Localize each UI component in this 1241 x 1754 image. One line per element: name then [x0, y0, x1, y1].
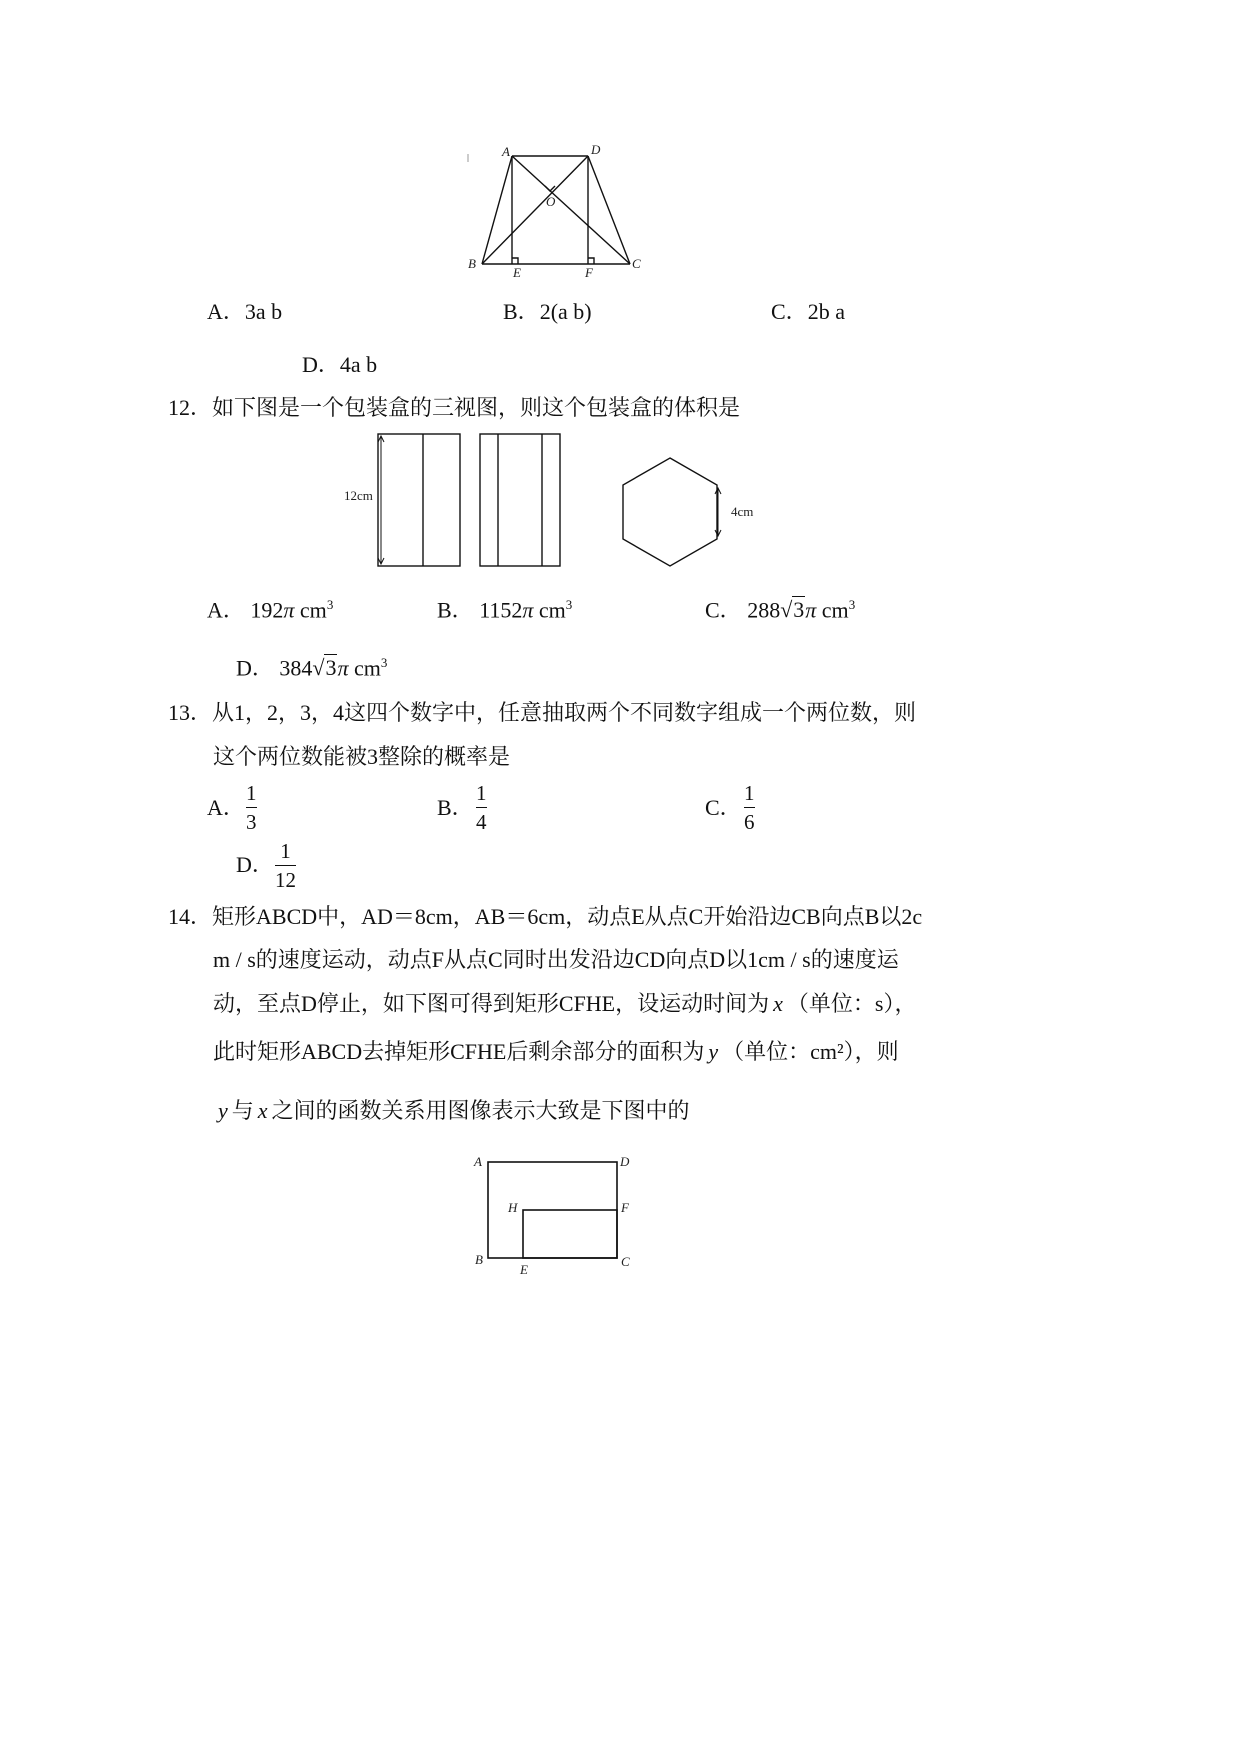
- q14-stem-line4: 此时矩形ABCD去掉矩形CFHE后剩余部分的面积为 y （单位：cm²），则: [213, 1039, 899, 1064]
- q12-dim-height: 12cm: [344, 488, 373, 503]
- q12-stem: 12．如下图是一个包装盒的三视图，则这个包装盒的体积是: [168, 395, 741, 420]
- sqrt-sign: √3: [312, 655, 337, 681]
- q11-option-c[interactable]: C．2b a: [771, 299, 845, 324]
- q11-option-a[interactable]: A．3a b: [207, 299, 283, 324]
- q11-label-o: O: [546, 194, 556, 209]
- sqrt-sign: √3: [780, 597, 805, 623]
- q11-label-a: A: [502, 144, 510, 159]
- q11-label-b: B: [468, 256, 476, 271]
- q12-option-d[interactable]: D． 384√3π $cm^3$: [236, 655, 388, 681]
- q14-label-h: H: [508, 1200, 518, 1215]
- q14-label-d: D: [620, 1154, 630, 1169]
- q13-option-a-key[interactable]: A．: [207, 795, 245, 820]
- q14-stem-line2: m / s的速度运动，动点F从点C同时出发沿边CD向点D以1cm / s的速度运: [213, 947, 899, 972]
- q14-stem-line1: 14．矩形ABCD中，AD＝8cm，AB＝6cm，动点E从点C开始沿边CB向点B以2c: [168, 904, 923, 929]
- q14-rectangle-figure: [466, 1150, 646, 1280]
- q11-label-f: F: [585, 265, 593, 280]
- q11-label-e: E: [513, 265, 521, 280]
- q12-dim-side: 4cm: [731, 504, 754, 519]
- q11-option-b[interactable]: B．2(a b): [503, 299, 592, 324]
- q14-stem-line5: y 与 x 之间的函数关系用图像表示大致是下图中的: [218, 1098, 690, 1123]
- q12-option-a[interactable]: A． 192π $cm^3$: [207, 597, 334, 623]
- q14-label-e: E: [520, 1262, 528, 1277]
- q13-option-d-key[interactable]: D．: [236, 852, 274, 877]
- q13-option-b-key[interactable]: B．: [437, 795, 474, 820]
- q13-option-b-fraction: 1 4: [476, 781, 487, 834]
- q12-option-b[interactable]: B． 1152π $cm^3$: [437, 597, 573, 623]
- q14-label-f: F: [621, 1200, 629, 1215]
- q11-label-d: D: [591, 142, 601, 157]
- q12-option-c[interactable]: C． 288√3π $cm^3$: [705, 597, 856, 623]
- q13-option-c-fraction: 1 6: [744, 781, 755, 834]
- q13-stem-line1: 13．从1，2，3，4这四个数字中，任意抽取两个不同数字组成一个两位数，则: [168, 700, 917, 725]
- q13-stem-line2: 这个两位数能被3整除的概率是: [213, 744, 511, 769]
- q14-label-a: A: [474, 1154, 482, 1169]
- q14-label-b: B: [475, 1252, 483, 1267]
- q13-option-c-key[interactable]: C．: [705, 795, 742, 820]
- q12-three-views-figure: [340, 428, 780, 573]
- q11-option-d[interactable]: D．4a b: [302, 352, 378, 377]
- q14-label-c: C: [621, 1254, 630, 1269]
- q14-stem-line3: 动，至点D停止，如下图可得到矩形CFHE，设运动时间为 x （单位：s），: [213, 991, 917, 1016]
- q13-option-d-fraction: 1 12: [275, 839, 296, 892]
- q11-trapezoid-figure: [460, 140, 660, 285]
- q11-label-c: C: [632, 256, 641, 271]
- q13-option-a-fraction: 1 3: [246, 781, 257, 834]
